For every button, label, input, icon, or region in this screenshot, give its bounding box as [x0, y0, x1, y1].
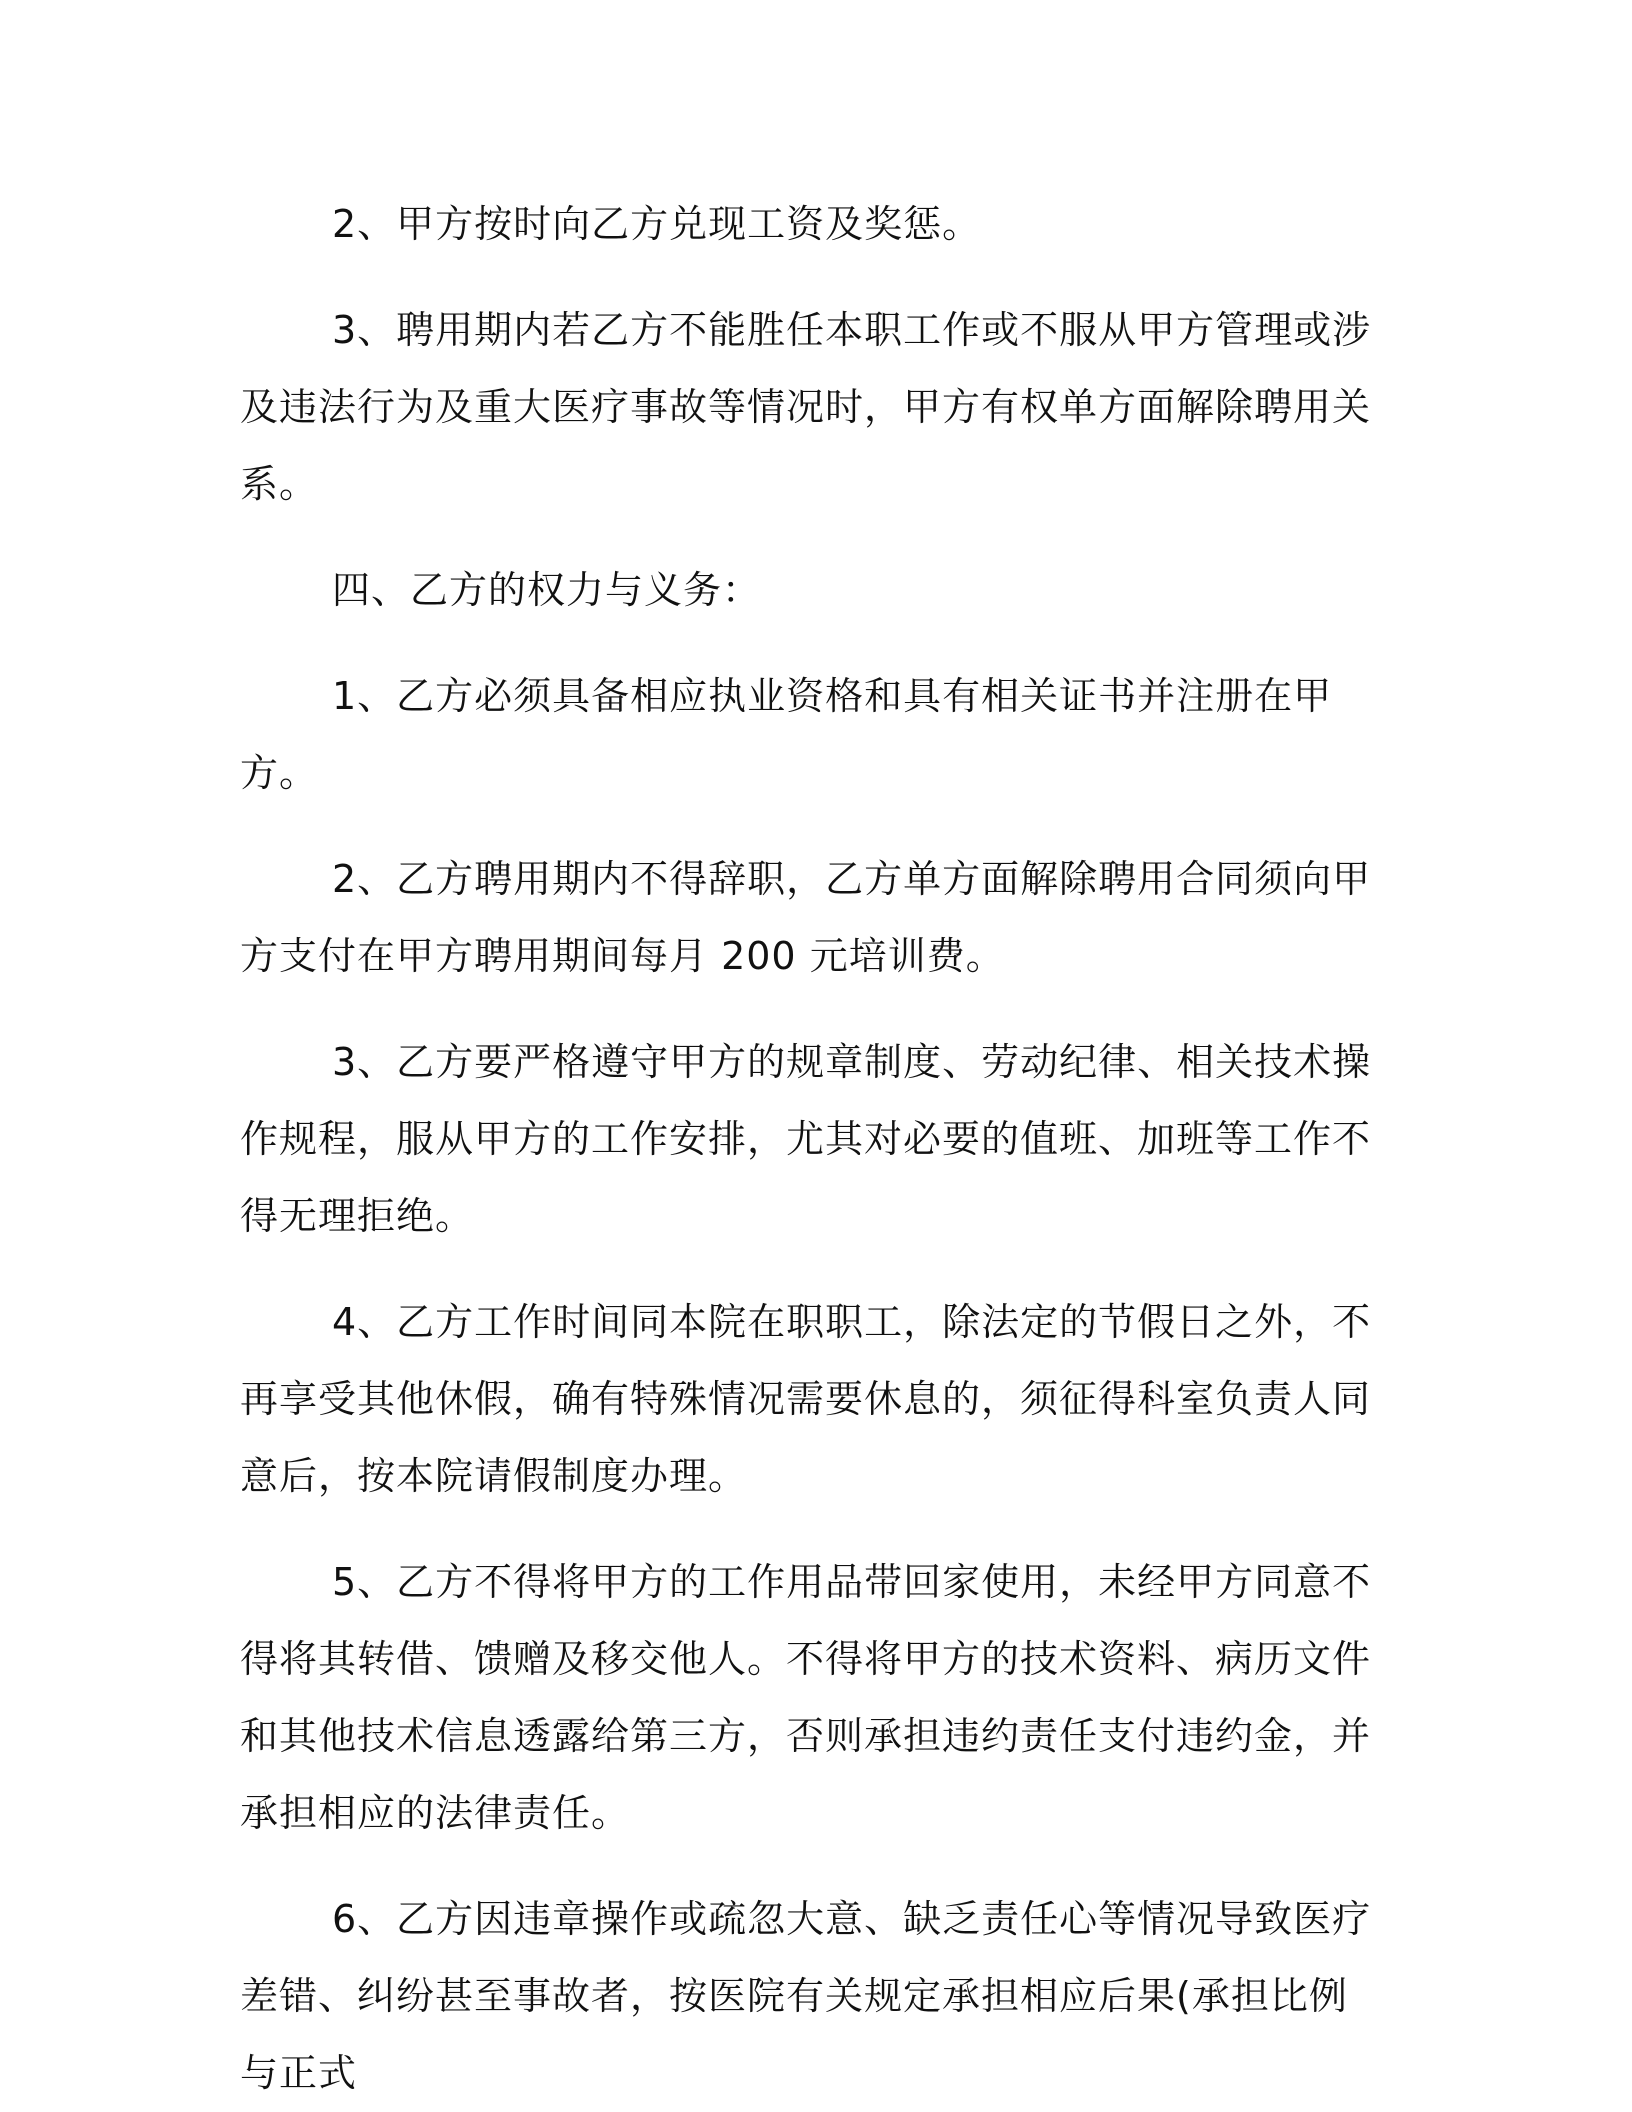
paragraph-b-clause-6-liability: 6、乙方因违章操作或疏忽大意、缺乏责任心等情况导致医疗差错、纠纷甚至事故者，按医院有关规定承担相应后果(承担比例与正式 [240, 1897, 1372, 2095]
paragraph-b-clause-2-resignation: 2、乙方聘用期内不得辞职，乙方单方面解除聘用合同须向甲方支付在甲方聘用期间每月 200 元培训费。 [240, 857, 1372, 978]
paragraph-clause-2-salary: 2、甲方按时向乙方兑现工资及奖惩。 [332, 202, 982, 246]
paragraph-b-clause-4-leave: 4、乙方工作时间同本院在职职工，除法定的节假日之外，不再享受其他休假，确有特殊情况需要休息的，须征得科室负责人同意后，按本院请假制度办理。 [240, 1300, 1372, 1498]
document-body [240, 186, 1374, 2112]
paragraph-b-clause-5-confidentiality: 5、乙方不得将甲方的工作用品带回家使用，未经甲方同意不得将其转借、馈赠及移交他人。不得将甲方的技术资料、病历文件和其他技术信息透露给第三方，否则承担违约责任支付违约金，并承担相应的法律责任。 [240, 1560, 1372, 1835]
paragraph-b-clause-3-discipline: 3、乙方要严格遵守甲方的规章制度、劳动纪律、相关技术操作规程，服从甲方的工作安排，尤其对必要的值班、加班等工作不得无理拒绝。 [240, 1040, 1372, 1238]
paragraph-b-clause-1-qualification: 1、乙方必须具备相应执业资格和具有相关证书并注册在甲方。 [240, 674, 1333, 795]
section-heading-party-b-rights: 四、乙方的权力与义务： [332, 568, 762, 612]
paragraph-clause-3-termination: 3、聘用期内若乙方不能胜任本职工作或不服从甲方管理或涉及违法行为及重大医疗事故等情况时，甲方有权单方面解除聘用关系。 [240, 308, 1372, 506]
